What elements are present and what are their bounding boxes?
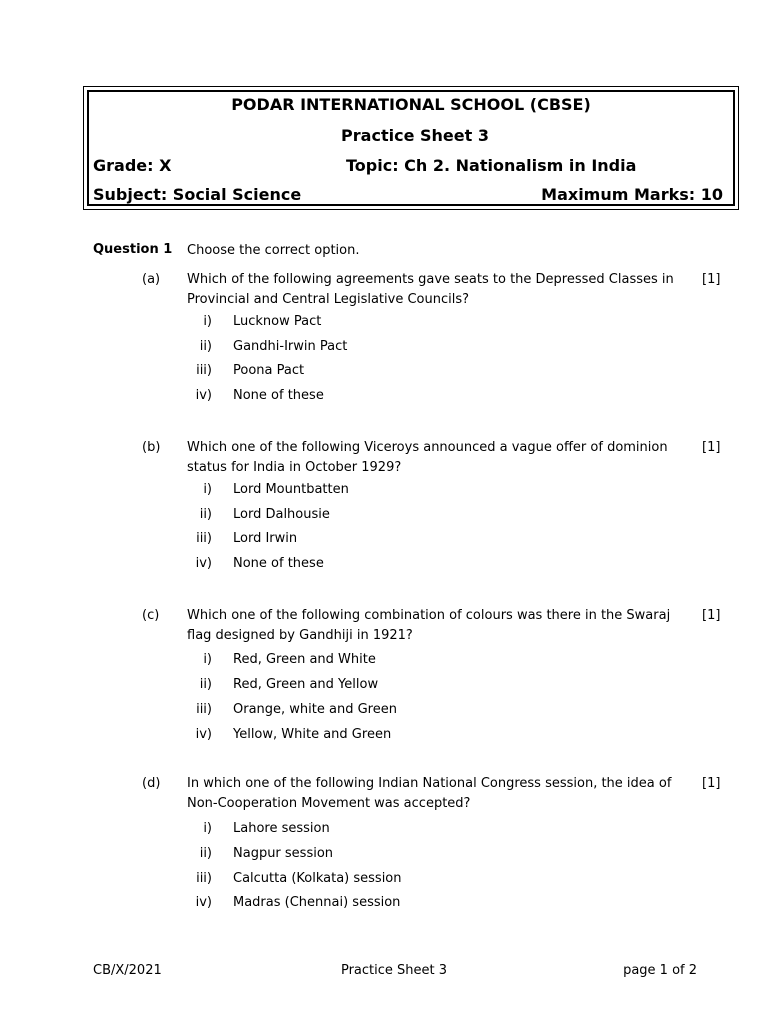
subject-label: Subject: Social Science bbox=[93, 185, 302, 204]
item-letter: (d) bbox=[142, 776, 161, 791]
item-marks: [1] bbox=[702, 440, 721, 455]
item-marks: [1] bbox=[702, 608, 721, 623]
option-number: iv) bbox=[195, 388, 212, 403]
option-text: None of these bbox=[233, 556, 324, 571]
option-text: Lord Mountbatten bbox=[233, 482, 349, 497]
option-number: ii) bbox=[199, 507, 212, 522]
option-text: Madras (Chennai) session bbox=[233, 895, 401, 910]
option-number: i) bbox=[203, 482, 212, 497]
item-letter: (b) bbox=[142, 440, 161, 455]
footer-page: page 1 of 2 bbox=[623, 963, 697, 978]
option-text: None of these bbox=[233, 388, 324, 403]
option-text: Orange, white and Green bbox=[233, 702, 397, 717]
option-text: Calcutta (Kolkata) session bbox=[233, 871, 402, 886]
option-number: ii) bbox=[199, 677, 212, 692]
option-number: ii) bbox=[199, 846, 212, 861]
footer-sheet: Practice Sheet 3 bbox=[340, 963, 448, 978]
item-text: In which one of the following Indian National Congress session, the idea of Non-Cooperation Movement was accepted? bbox=[187, 776, 672, 811]
grade-label: Grade: X bbox=[93, 156, 172, 175]
option-text: Lahore session bbox=[233, 821, 330, 836]
item-letter: (a) bbox=[142, 272, 161, 287]
option-number: iii) bbox=[196, 702, 212, 717]
option-text: Nagpur session bbox=[233, 846, 334, 861]
question-instruction: Choose the correct option. bbox=[187, 243, 360, 258]
option-number: i) bbox=[203, 314, 212, 329]
option-text: Lucknow Pact bbox=[233, 314, 322, 329]
footer-code: CB/X/2021 bbox=[93, 963, 162, 978]
option-number: iii) bbox=[196, 531, 212, 546]
option-number: iv) bbox=[195, 895, 212, 910]
option-number: iv) bbox=[195, 727, 212, 742]
option-text: Yellow, White and Green bbox=[233, 727, 392, 742]
option-text: Poona Pact bbox=[233, 363, 305, 378]
sheet-title: Practice Sheet 3 bbox=[341, 126, 489, 145]
item-marks: [1] bbox=[702, 272, 721, 287]
option-number: i) bbox=[203, 821, 212, 836]
option-number: i) bbox=[203, 652, 212, 667]
option-number: iv) bbox=[195, 556, 212, 571]
item-letter: (c) bbox=[142, 608, 160, 623]
item-text: Which one of the following Viceroys announced a vague offer of dominion status for India in October 1929? bbox=[187, 440, 668, 475]
item-marks: [1] bbox=[702, 776, 721, 791]
option-number: iii) bbox=[196, 363, 212, 378]
item-text: Which one of the following combination of colours was there in the Swaraj flag designed by Gandhiji in 1921? bbox=[187, 608, 671, 643]
option-number: iii) bbox=[196, 871, 212, 886]
max-marks-label: Maximum Marks: 10 bbox=[541, 185, 723, 204]
option-text: Lord Dalhousie bbox=[233, 507, 330, 522]
option-text: Red, Green and Yellow bbox=[233, 677, 379, 692]
option-text: Lord Irwin bbox=[233, 531, 298, 546]
option-text: Gandhi-Irwin Pact bbox=[233, 339, 348, 354]
item-text: Which of the following agreements gave seats to the Depressed Classes in Provincial and Central Legislative Councils? bbox=[187, 272, 674, 307]
question-label: Question 1 bbox=[93, 242, 173, 257]
option-number: ii) bbox=[199, 339, 212, 354]
topic-label: Topic: Ch 2. Nationalism in India bbox=[346, 156, 637, 175]
school-name: PODAR INTERNATIONAL SCHOOL (CBSE) bbox=[231, 95, 591, 114]
option-text: Red, Green and White bbox=[233, 652, 376, 667]
